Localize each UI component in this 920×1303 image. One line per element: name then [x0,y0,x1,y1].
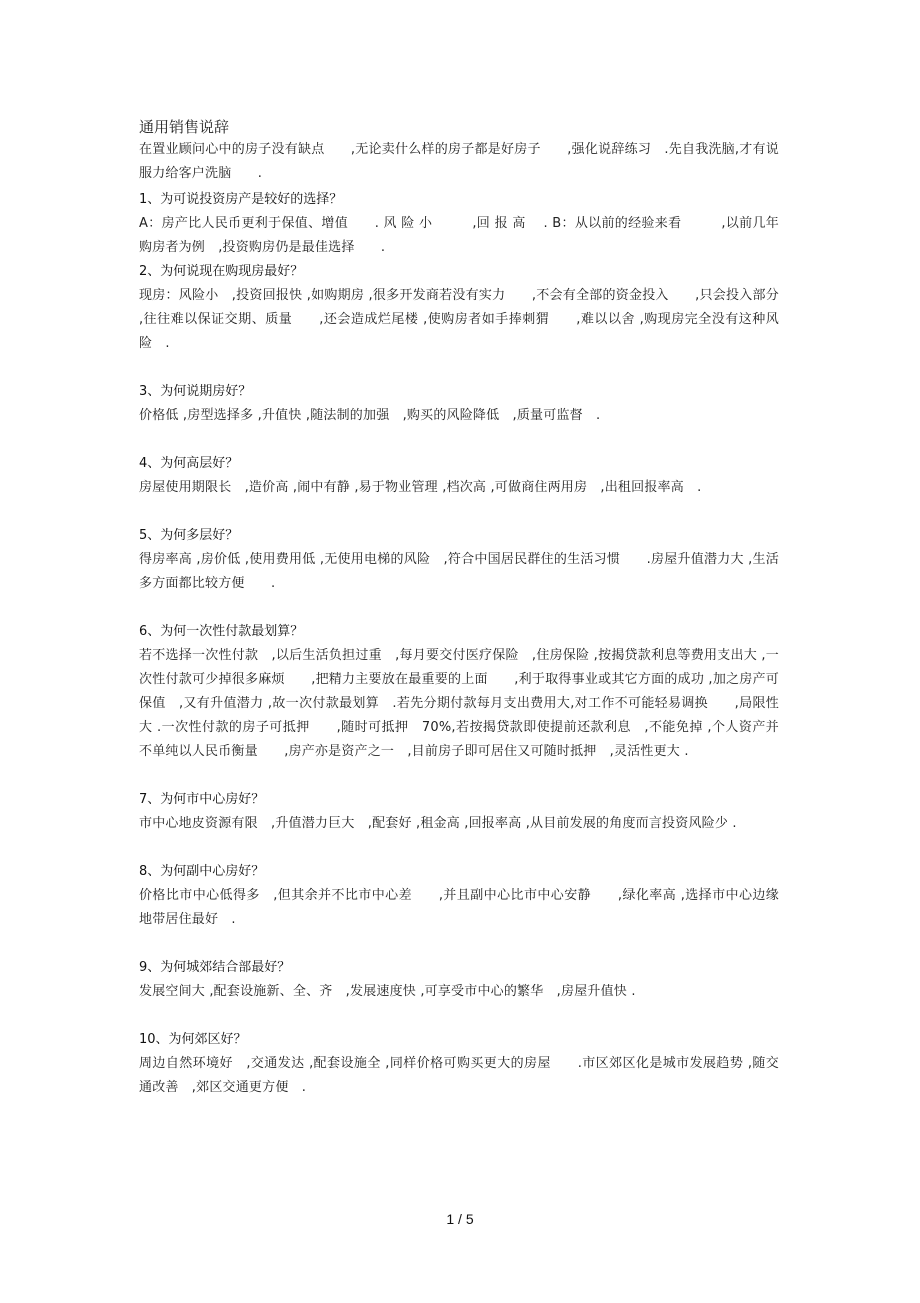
question-heading: 6、为何一次性付款最划算？ [139,624,304,639]
answer-paragraph: 周边自然环境好 ,交通发达 ,配套设施全 ,同样价格可购买更大的房屋 .市区郊区化是城市发展趋势 ,随交通改善 ,郊区交通更方便 . [139,1056,779,1095]
question-heading: 4、为何高层好？ [139,456,239,471]
answer-paragraph: 现房：风险小 ,投资回报快 ,如购期房 ,很多开发商若没有实力 ,不会有全部的资金投入 ,只会投入部分 ,往往难以保证交期、质量 ,还会造成烂尾楼 ,使购房者如手捧刺猬 ,难以以舍 ,购现房完全没有这种风险 . [139,288,779,351]
answer-paragraph: 得房率高 ,房价低 ,使用费用低 ,无使用电梯的风险 ,符合中国居民群住的生活习惯 .房屋升值潜力大 ,生活多方面都比较方便 . [139,552,779,591]
spacer [139,764,779,788]
section-7 [139,788,779,836]
section-10 [139,1028,779,1100]
question-heading: 5、为何多层好？ [139,528,239,543]
section-2 [139,260,779,356]
answer-paragraph: A：房产比人民币更利于保值、增值 . 风 险 小 ,回 报 高 . B：从以前的经验来看 ,以前几年购房者为例 ,投资购房仍是最佳选择 . [139,216,779,255]
spacer [139,596,779,620]
section-3 [139,380,779,428]
question-heading: 8、为何副中心房好？ [139,864,265,879]
document-page [139,116,779,1100]
document-title: 通用销售说辞 [139,118,230,136]
answer-paragraph: 房屋使用期限长 ,造价高 ,闹中有静 ,易于物业管理 ,档次高 ,可做商住两用房 ,出租回报率高 . [139,480,702,495]
spacer [139,1004,779,1028]
section-8 [139,860,779,932]
question-heading: 2、为何说现在购现房最好？ [139,264,304,279]
page-indicator: 1 / 5 [446,1211,474,1227]
section-6 [139,620,779,764]
spacer [139,932,779,956]
spacer [139,356,779,380]
section-5 [139,524,779,596]
answer-paragraph: 若不选择一次性付款 ,以后生活负担过重 ,每月要交付医疗保险 ,住房保险 ,按揭贷款利息等费用支出大 ,一次性付款可少掉很多麻烦 ,把精力主要放在最重要的上面 ,利于取得事业或其它方面的成功 ,加之房产可保值 ,又有升值潜力 ,故一次付款最划算 .若先分期付款每月支出费用大,对工作不可能轻易调换 ,局限性大 .一次性付款的房子可抵押 ,随时可抵押 70%,若按揭贷款即使提前还款利息 ,不能免掉 ,个人资产并不单纯以人民币衡量 ,房产亦是资产之一 ,目前房子即可居住又可随时抵押 ,灵活性更大 . [139,648,779,759]
spacer [139,428,779,452]
question-heading: 7、为何市中心房好？ [139,792,265,807]
spacer [139,500,779,524]
intro-paragraph: 在置业顾问心中的房子没有缺点 ,无论卖什么样的房子都是好房子 ,强化说辞练习 .先自我洗脑,才有说服力给客户洗脑 . [139,142,779,181]
answer-paragraph: 市中心地皮资源有限 ,升值潜力巨大 ,配套好 ,租金高 ,回报率高 ,从目前发展的角度而言投资风险少 . [139,816,737,831]
spacer [139,836,779,860]
question-heading: 9、为何城郊结合部最好？ [139,960,291,975]
answer-paragraph: 发展空间大 ,配套设施新、全、齐 ,发展速度快 ,可享受市中心的繁华 ,房屋升值快 . [139,984,636,999]
question-heading: 10、为何郊区好？ [139,1032,247,1047]
answer-paragraph: 价格比市中心低得多 ,但其余并不比市中心差 ,并且副中心比市中心安静 ,绿化率高 ,选择市中心边缘地带居住最好 . [139,888,779,927]
answer-paragraph: 价格低 ,房型选择多 ,升值快 ,随法制的加强 ,购买的风险降低 ,质量可监督 . [139,408,601,423]
section-4 [139,452,779,500]
section-1 [139,188,779,260]
section-9 [139,956,779,1004]
question-heading: 3、为何说期房好？ [139,384,252,399]
question-heading: 1、为可说投资房产是较好的选择？ [139,192,343,207]
